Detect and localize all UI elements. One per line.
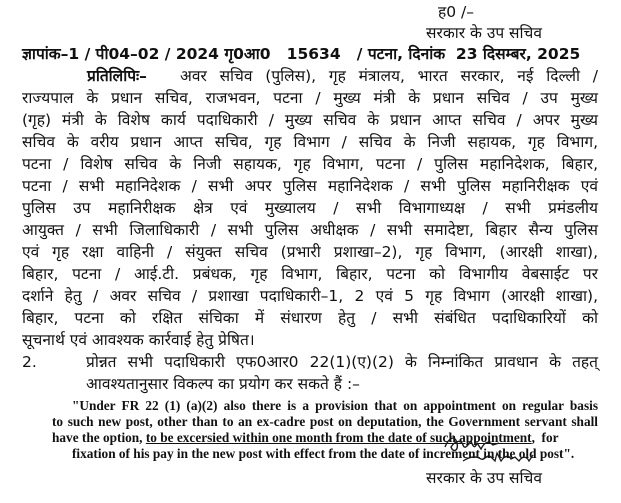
- copy-to-line: (गृह) मंत्री के विशेष कार्य पदाधिकारी / मुख्य सचिव के प्रधान आप्त सचिव / अपर मुख्य: [22, 111, 598, 129]
- copy-to-last-line: सूचनार्थ एवं आवश्यक कार्रवाई हेतु प्रेषित।: [22, 331, 255, 349]
- copy-to-line: राज्यपाल के प्रधान सचिव, राजभवन, पटना / मुख्य मंत्री के प्रधान सचिव / उप मुख्य: [22, 89, 598, 107]
- handwritten-signature: [441, 431, 561, 469]
- header-designation: सरकार के उप सचिव: [426, 24, 543, 42]
- quote-pre: have the option,: [52, 430, 143, 445]
- signature-placeholder: ह0 /–: [438, 3, 474, 21]
- quote-underlined: to be excersied within one month from the date of such appointment: [145, 430, 532, 445]
- copy-to-line: बिहार, पटना को रक्षित संचिका में संधारण हेतु / सभी संबंधित पदाधिकारियों को: [22, 309, 598, 327]
- copy-to-line: पटना / विशेष सचिव के निजी सहायक, गृह विभाग, पटना / पुलिस महानिदेशक, बिहार,: [22, 155, 598, 173]
- quote-post: , for: [531, 430, 559, 445]
- copy-to-line: बिहार, पटना / आई.टी. प्रबंधक, गृह विभाग, बिहार, पटना को विभागीय वेबसाईट पर: [22, 265, 598, 283]
- quote-line: to such new post, other than to an ex-cadre post on deputation, the Government servant shall: [52, 414, 598, 429]
- copy-to-line: पुलिस उप महानिरीक्षक क्षेत्र एवं मुख्यालय / सभी विभागाध्यक्ष / सभी प्रमंडलीय: [22, 199, 598, 217]
- copy-to-line: सचिव के वरीय प्रधान आप्त सचिव, गृह विभाग / सचिव के निजी सहायक, गृह विभाग,: [22, 133, 598, 151]
- quote-line: "Under FR 22 (1) (a)(2) also there is a provision that on appointment on regular basis: [72, 398, 598, 413]
- copy-to-line: आयुक्त / सभी जिलाधिकारी / सभी पुलिस अधीक्षक / सभी समादेष्टा, बिहार सैन्य पुलिस: [22, 221, 598, 239]
- para2-line1: प्रोन्नत सभी पदाधिकारी एफ0आर0 22(1)(ए)(2) के निम्नांकित प्रावधान के तहत्: [86, 353, 598, 371]
- copy-to-first-line: अवर सचिव (पुलिस), गृह मंत्रालय, भारत सरकार, नई दिल्ली /: [180, 67, 598, 85]
- signature-designation: सरकार के उप सचिव: [426, 469, 543, 487]
- copy-to-label: प्रतिलिपिः–: [87, 67, 147, 85]
- copy-to-line: दर्शाने हेतु / अवर सचिव / प्रशाखा पदाधिकारी–1, 2 एवं 5 गृह विभाग (आरक्षी शाखा),: [22, 287, 598, 305]
- copy-to-line: एवं गृह रक्षा वाहिनी / संयुक्त सचिव (प्रभारी प्रशाखा–2), गृह विभाग, (आरक्षी शाखा),: [22, 243, 598, 261]
- para2-number: 2.: [22, 353, 37, 371]
- para2-line2: आवश्यतानुसार विकल्प का प्रयोग कर सकते हैं :–: [86, 375, 360, 393]
- quote-line: fixation of his pay in the new post with effect from the date of increment in the old post".: [72, 446, 575, 461]
- copy-to-line: पटना / सभी महानिदेशक / सभी अपर पुलिस महानिदेशक / सभी पुलिस महानिरीक्षक एवं: [22, 177, 598, 195]
- memo-number: ज्ञापांक–1 / पी04–02 / 2024 गृ0आ0 15634 / पटना, दिनांक 23 दिसम्बर, 2025: [22, 45, 581, 63]
